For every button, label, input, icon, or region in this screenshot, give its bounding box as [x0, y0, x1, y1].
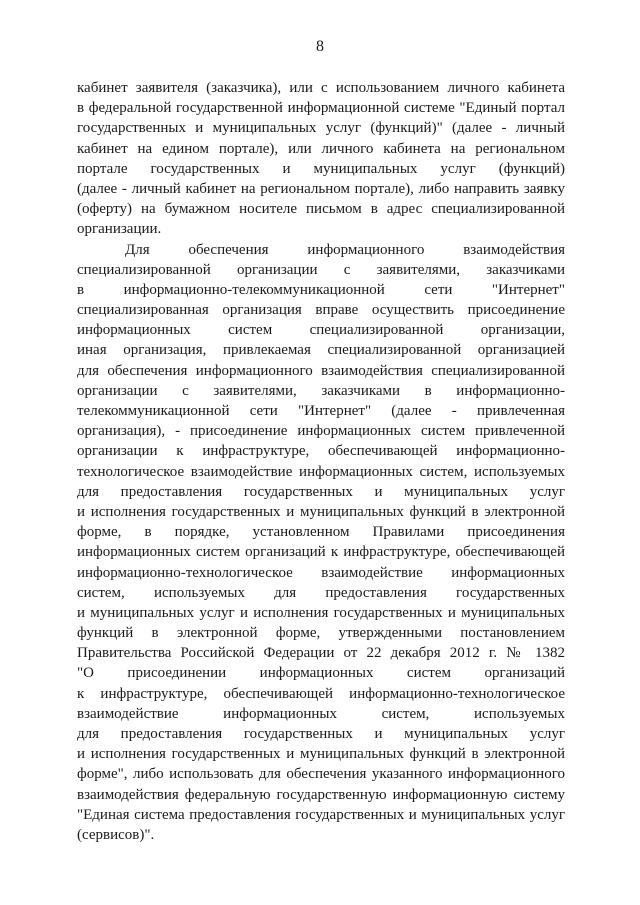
text-line: и исполнения государственных и муниципальных функций в электронной [77, 746, 565, 763]
text-line: в информационно-телекоммуникационной сети "Интернет" [77, 281, 565, 298]
text-line: организация), - присоединение информационных систем привлеченной [77, 423, 565, 440]
text-line: кабинет заявителя (заказчика), или с использованием личного кабинета [77, 80, 565, 96]
text-line: для обеспечения информационного взаимодействия специализированной [77, 362, 565, 379]
text-line: портале государственных и муниципальных услуг (функций) [77, 160, 565, 177]
text-line: организации. [77, 221, 162, 238]
text-line: кабинет на едином портале), или личного кабинета на региональном [77, 140, 565, 157]
text-line: информационных систем специализированной организации, [77, 322, 565, 339]
text-line: информационных систем организаций к инфраструктуре, обеспечивающей [77, 544, 565, 561]
text-line: к инфраструктуре, обеспечивающей информационно-технологическое [77, 685, 565, 702]
text-line: технологическое взаимодействие информационных систем, используемых [77, 463, 565, 480]
text-line: государственных и муниципальных услуг (функций)" (далее - личный [77, 120, 565, 137]
text-line: Правительства Российской Федерации от 22 декабря 2012 г. № 1382 [77, 645, 565, 662]
paragraph-continuation [77, 78, 565, 240]
text-line: взаимодействия федеральную государственную информационную систему [77, 786, 565, 803]
text-line: и муниципальных услуг и исполнения государственных и муниципальных [77, 604, 565, 621]
paragraph-interaction [77, 240, 565, 846]
text-line: специализированная организация вправе осуществить присоединение [77, 302, 565, 319]
text-line: иная организация, привлекаемая специализированной организацией [77, 342, 565, 359]
text-line: взаимодействие информационных систем, используемых [77, 705, 565, 722]
text-line: "Единая система предоставления государственных и муниципальных услуг [77, 806, 565, 823]
text-line: для предоставления государственных и муниципальных услуг [77, 726, 565, 742]
text-line: (сервисов)". [77, 826, 155, 843]
text-line: информационно-технологическое взаимодействие информационных [77, 564, 565, 581]
document-body [77, 78, 565, 845]
text-line: (далее - личный кабинет на региональном портале), либо направить заявку [77, 180, 565, 197]
text-line: форме, в порядке, установленном Правилами присоединения [77, 524, 565, 541]
text-line: телекоммуникационной сети "Интернет" (далее - привлеченная [77, 403, 565, 419]
text-line: специализированной организации с заявителями, заказчиками [77, 261, 565, 278]
text-line: функций в электронной форме, утвержденными постановлением [77, 625, 565, 642]
text-line: и исполнения государственных и муниципальных функций в электронной [77, 503, 565, 520]
text-line: (оферту) на бумажном носителе письмом в адрес специализированной [77, 201, 565, 218]
text-line: организации с заявителями, заказчиками в информационно- [77, 382, 565, 399]
text-line: для предоставления государственных и муниципальных услуг [77, 483, 565, 500]
text-line: в федеральной государственной информационной системе "Единый портал [77, 100, 565, 117]
text-line: "О присоединении информационных систем организаций [77, 665, 565, 682]
page-number: 8 [316, 38, 324, 55]
text-line: форме", либо использовать для обеспечения указанного информационного [77, 766, 565, 783]
text-line: Для обеспечения информационного взаимодействия [125, 241, 565, 258]
text-line: систем, используемых для предоставления государственных [77, 584, 565, 601]
text-line: организации к инфраструктуре, обеспечивающей информационно- [77, 443, 565, 460]
